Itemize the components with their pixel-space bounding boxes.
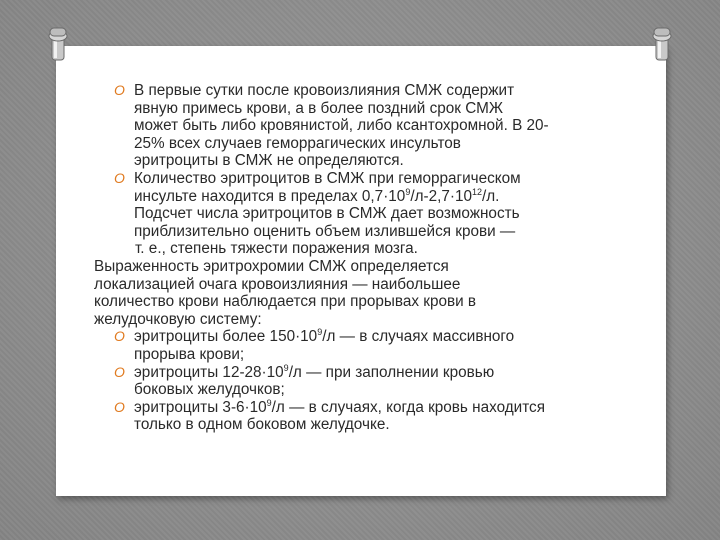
bullet-marker: O (114, 328, 125, 345)
text-line: прорыва крови; (134, 345, 245, 363)
text-line: только в одном боковом желудочке. (134, 416, 390, 434)
text-line: эритроциты в СМЖ не определяются. (134, 152, 404, 170)
bullet-paragraph-1 (114, 82, 614, 170)
text-line: явную примесь крови, а в более поздний срок СМЖ (134, 99, 503, 117)
bullet-marker: O (114, 398, 125, 415)
text-line: Подсчет числа эритроцитов в СМЖ дает возможность (134, 205, 520, 223)
pushpin-icon-right (652, 22, 672, 64)
text-line: инсульте находится в пределах $0,7\cdot 10^9/л-2,7\cdot 10^{12}/л$. (134, 186, 500, 205)
slide-text (94, 82, 614, 434)
text-line: эритроциты $3-6\cdot 10^9/л$ — в случаях, когда кровь находится (134, 397, 545, 416)
text-line: может быть либо кровянистой, либо ксантохромной. В 20- (134, 117, 549, 135)
plain-paragraph (94, 258, 614, 328)
text-line: эритроциты более $150\cdot 10^9/л$ — в случаях массивного (134, 327, 515, 346)
text-line: локализацией очага кровоизлияния — наибольшее (94, 275, 461, 293)
text-line: приблизительно оценить объем излившейся крови — (134, 222, 516, 240)
text-line: количество крови наблюдается при прорывах крови в (94, 293, 477, 311)
bullet-paragraph-5 (114, 399, 614, 434)
bullet-paragraph-4 (114, 364, 614, 399)
text-line: т. е., степень тяжести поражения мозга. (135, 240, 418, 258)
bullet-paragraph-2 (114, 170, 614, 258)
bullet-marker: O (114, 363, 125, 380)
text-line: Количество эритроцитов в СМЖ при геморрагическом (134, 169, 521, 187)
bullet-marker: O (114, 82, 125, 98)
pushpin-icon-left (48, 22, 68, 64)
text-line: эритроциты $12-28\cdot 10^9/л$ — при заполнении кровью (134, 362, 495, 381)
text-line: боковых желудочков; (134, 381, 285, 399)
bullet-marker: O (114, 169, 125, 186)
bullet-paragraph-3 (114, 328, 614, 363)
text-line: Выраженность эритрохромии СМЖ определяется (94, 257, 449, 275)
text-line: В первые сутки после кровоизлияния СМЖ содержит (134, 82, 515, 99)
text-line: 25% всех случаев геморрагических инсультов (134, 134, 461, 152)
text-line: желудочковую систему: (94, 310, 262, 328)
